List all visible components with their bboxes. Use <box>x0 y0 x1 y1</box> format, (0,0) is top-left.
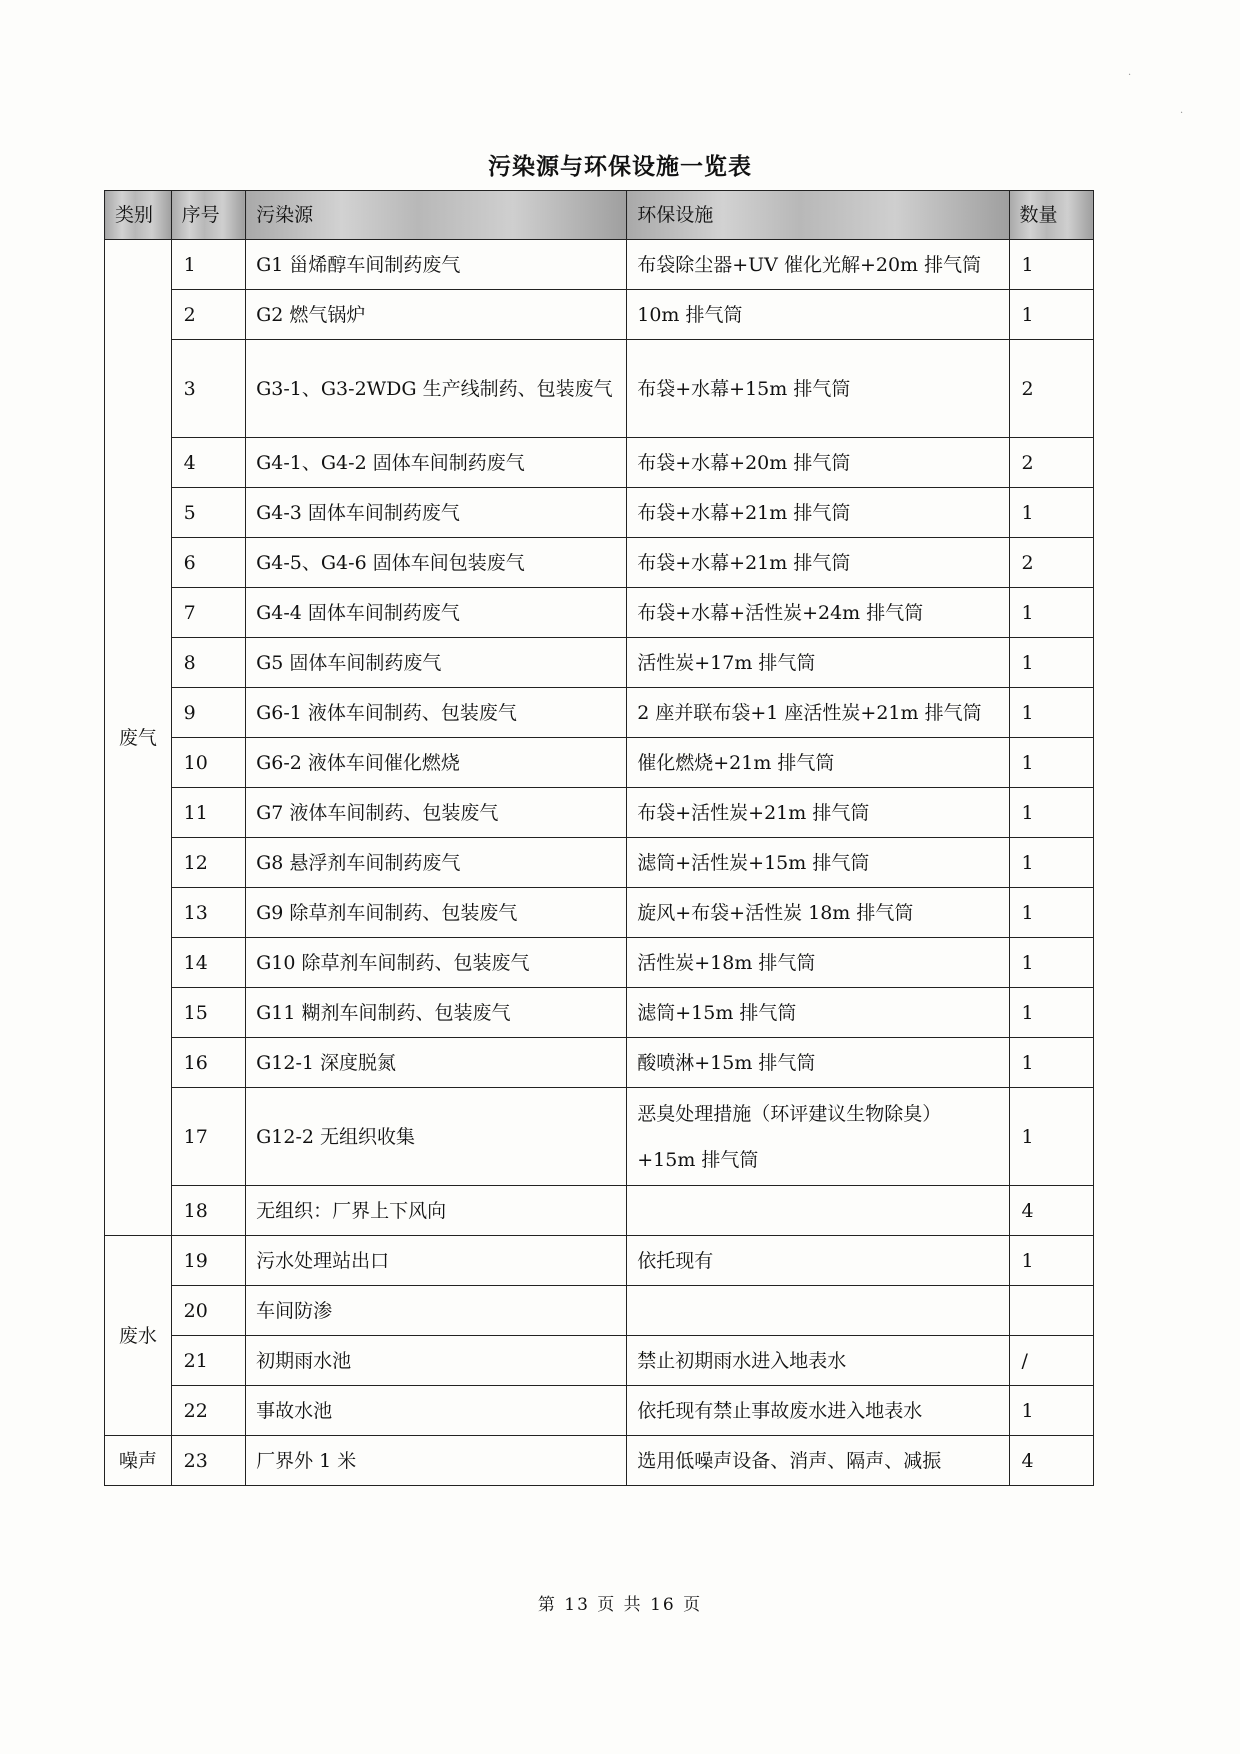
row-source: G6-1 液体车间制药、包装废气 <box>246 688 627 738</box>
row-number: 14 <box>171 938 245 988</box>
table-row <box>105 290 1094 340</box>
scan-speck: · <box>1128 70 1132 81</box>
row-quantity: 1 <box>1009 588 1094 638</box>
header-source: 污染源 <box>246 191 627 240</box>
table-row <box>105 488 1094 538</box>
row-quantity: 2 <box>1009 340 1094 438</box>
table-row <box>105 638 1094 688</box>
row-quantity: 1 <box>1009 688 1094 738</box>
table-row <box>105 588 1094 638</box>
row-facility: 恶臭处理措施（环评建议生物除臭）+15m 排气筒 <box>627 1088 1009 1186</box>
row-quantity: 1 <box>1009 738 1094 788</box>
header-facility: 环保设施 <box>627 191 1009 240</box>
row-number: 10 <box>171 738 245 788</box>
row-quantity: 1 <box>1009 838 1094 888</box>
table-row <box>105 988 1094 1038</box>
row-source: G8 悬浮剂车间制药废气 <box>246 838 627 888</box>
row-source: G4-5、G4-6 固体车间包装废气 <box>246 538 627 588</box>
row-number: 4 <box>171 438 245 488</box>
row-quantity: 1 <box>1009 1038 1094 1088</box>
row-quantity: 1 <box>1009 290 1094 340</box>
row-source: 厂界外 1 米 <box>246 1436 627 1486</box>
row-number: 13 <box>171 888 245 938</box>
row-quantity: 2 <box>1009 538 1094 588</box>
page-number: 第 13 页 共 16 页 <box>537 1595 703 1615</box>
row-quantity: 4 <box>1009 1186 1094 1236</box>
row-facility: 布袋+水幕+21m 排气筒 <box>627 538 1009 588</box>
row-number: 8 <box>171 638 245 688</box>
table-row <box>105 1386 1094 1436</box>
row-quantity: 1 <box>1009 888 1094 938</box>
pollution-facility-table <box>104 190 1094 1486</box>
row-facility <box>627 1286 1009 1336</box>
header-index: 序号 <box>171 191 245 240</box>
row-facility: 布袋+水幕+21m 排气筒 <box>627 488 1009 538</box>
row-quantity <box>1009 1286 1094 1336</box>
row-number: 21 <box>171 1336 245 1386</box>
row-source: G9 除草剂车间制药、包装废气 <box>246 888 627 938</box>
row-number: 15 <box>171 988 245 1038</box>
row-source: G2 燃气锅炉 <box>246 290 627 340</box>
row-facility <box>627 1186 1009 1236</box>
table-row <box>105 738 1094 788</box>
row-facility: 2 座并联布袋+1 座活性炭+21m 排气筒 <box>627 688 1009 738</box>
row-source: 初期雨水池 <box>246 1336 627 1386</box>
row-number: 11 <box>171 788 245 838</box>
table-row <box>105 1436 1094 1486</box>
row-quantity: 1 <box>1009 488 1094 538</box>
table-row <box>105 1336 1094 1386</box>
row-facility: 滤筒+15m 排气筒 <box>627 988 1009 1038</box>
table-header-row <box>105 191 1094 240</box>
row-source: G12-2 无组织收集 <box>246 1088 627 1186</box>
row-number: 6 <box>171 538 245 588</box>
row-number: 5 <box>171 488 245 538</box>
row-facility: 布袋+水幕+20m 排气筒 <box>627 438 1009 488</box>
row-quantity: 1 <box>1009 240 1094 290</box>
row-source: G7 液体车间制药、包装废气 <box>246 788 627 838</box>
table-row <box>105 1038 1094 1088</box>
row-facility: 布袋+水幕+15m 排气筒 <box>627 340 1009 438</box>
scan-speck: · <box>1180 108 1184 119</box>
table-row <box>105 240 1094 290</box>
row-source: 车间防渗 <box>246 1286 627 1336</box>
category-cell-waste-water: 废水 <box>105 1236 172 1436</box>
row-number: 20 <box>171 1286 245 1336</box>
table-row <box>105 1186 1094 1236</box>
row-number: 23 <box>171 1436 245 1486</box>
row-facility: 选用低噪声设备、消声、隔声、减振 <box>627 1436 1009 1486</box>
row-facility: 布袋+水幕+活性炭+24m 排气筒 <box>627 588 1009 638</box>
row-facility: 依托现有 <box>627 1236 1009 1286</box>
row-source: G1 甾烯醇车间制药废气 <box>246 240 627 290</box>
row-source: 事故水池 <box>246 1386 627 1436</box>
row-facility: 滤筒+活性炭+15m 排气筒 <box>627 838 1009 888</box>
table-row <box>105 340 1094 438</box>
row-source: G4-4 固体车间制药废气 <box>246 588 627 638</box>
row-number: 22 <box>171 1386 245 1436</box>
row-number: 19 <box>171 1236 245 1286</box>
row-source: G4-3 固体车间制药废气 <box>246 488 627 538</box>
table-row <box>105 1286 1094 1336</box>
row-number: 1 <box>171 240 245 290</box>
row-facility: 布袋除尘器+UV 催化光解+20m 排气筒 <box>627 240 1009 290</box>
row-quantity: 1 <box>1009 1236 1094 1286</box>
row-facility: 10m 排气筒 <box>627 290 1009 340</box>
category-cell-noise: 噪声 <box>105 1436 172 1486</box>
table-row <box>105 888 1094 938</box>
table-row <box>105 788 1094 838</box>
row-quantity: 1 <box>1009 988 1094 1038</box>
row-facility: 活性炭+17m 排气筒 <box>627 638 1009 688</box>
row-quantity: 4 <box>1009 1436 1094 1486</box>
row-number: 7 <box>171 588 245 638</box>
row-source: G5 固体车间制药废气 <box>246 638 627 688</box>
category-cell-waste-gas: 废气 <box>105 240 172 1236</box>
row-quantity: 1 <box>1009 788 1094 838</box>
row-facility: 催化燃烧+21m 排气筒 <box>627 738 1009 788</box>
row-quantity: 1 <box>1009 938 1094 988</box>
header-category: 类别 <box>105 191 172 240</box>
row-facility: 布袋+活性炭+21m 排气筒 <box>627 788 1009 838</box>
row-quantity: 1 <box>1009 638 1094 688</box>
row-source: 无组织：厂界上下风向 <box>246 1186 627 1236</box>
row-facility: 活性炭+18m 排气筒 <box>627 938 1009 988</box>
row-number: 12 <box>171 838 245 888</box>
table-row <box>105 688 1094 738</box>
table-row <box>105 838 1094 888</box>
header-quantity: 数量 <box>1009 191 1094 240</box>
row-quantity: 2 <box>1009 438 1094 488</box>
row-source: G6-2 液体车间催化燃烧 <box>246 738 627 788</box>
row-number: 17 <box>171 1088 245 1186</box>
row-quantity: 1 <box>1009 1088 1094 1186</box>
row-number: 16 <box>171 1038 245 1088</box>
row-source: G3-1、G3-2WDG 生产线制药、包装废气 <box>246 340 627 438</box>
table-row <box>105 438 1094 488</box>
row-source: G12-1 深度脱氮 <box>246 1038 627 1088</box>
row-source: G11 糊剂车间制药、包装废气 <box>246 988 627 1038</box>
table-row <box>105 938 1094 988</box>
row-number: 9 <box>171 688 245 738</box>
table-title: 污染源与环保设施一览表 <box>488 153 752 180</box>
row-number: 18 <box>171 1186 245 1236</box>
row-quantity: 1 <box>1009 1386 1094 1436</box>
row-quantity: / <box>1009 1336 1094 1386</box>
row-facility: 依托现有禁止事故废水进入地表水 <box>627 1386 1009 1436</box>
row-facility: 旋风+布袋+活性炭 18m 排气筒 <box>627 888 1009 938</box>
row-source: 污水处理站出口 <box>246 1236 627 1286</box>
row-source: G4-1、G4-2 固体车间制药废气 <box>246 438 627 488</box>
table-row <box>105 1088 1094 1186</box>
table-row <box>105 1236 1094 1286</box>
row-number: 2 <box>171 290 245 340</box>
row-facility: 禁止初期雨水进入地表水 <box>627 1336 1009 1386</box>
row-number: 3 <box>171 340 245 438</box>
row-facility: 酸喷淋+15m 排气筒 <box>627 1038 1009 1088</box>
row-source: G10 除草剂车间制药、包装废气 <box>246 938 627 988</box>
table-row <box>105 538 1094 588</box>
